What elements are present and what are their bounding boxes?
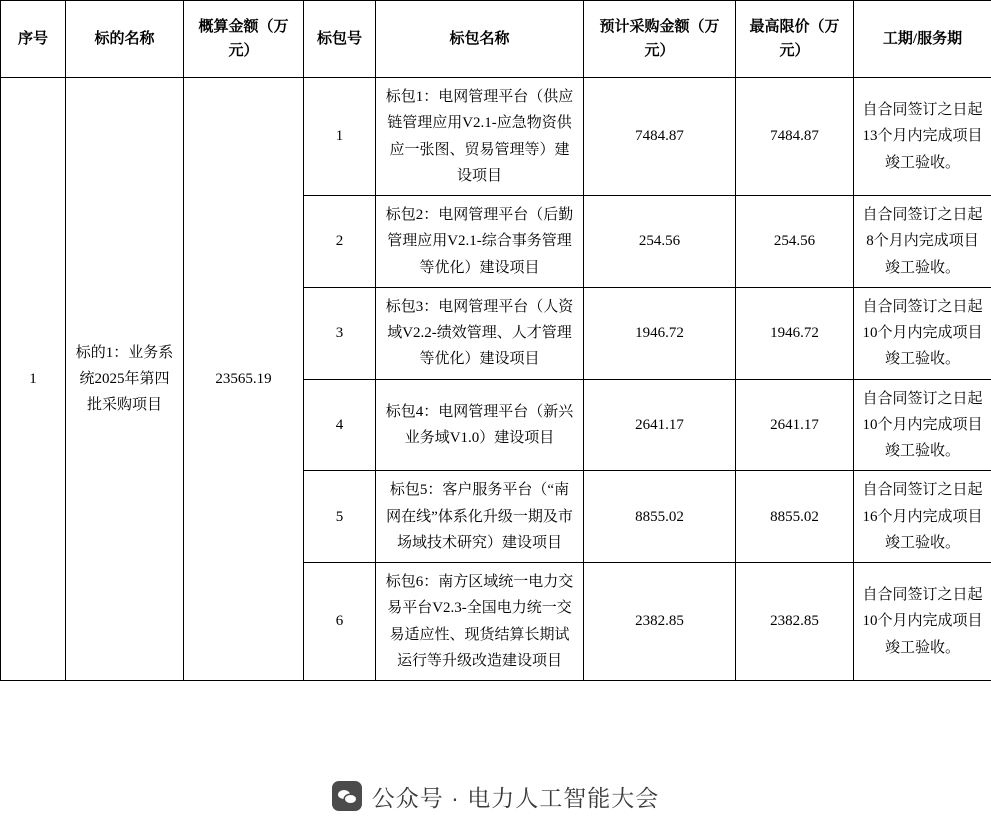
cell-max-price: 2382.85 bbox=[736, 563, 854, 681]
cell-lot-no: 3 bbox=[304, 287, 376, 379]
cell-lot-no: 2 bbox=[304, 196, 376, 288]
column-header-period: 工期/服务期 bbox=[854, 1, 991, 78]
cell-lot-no: 5 bbox=[304, 471, 376, 563]
cell-estimated-amount: 8855.02 bbox=[584, 471, 736, 563]
cell-estimated-amount: 2641.17 bbox=[584, 379, 736, 471]
cell-max-price: 1946.72 bbox=[736, 287, 854, 379]
cell-lot-name: 标包6：南方区域统一电力交易平台V2.3-全国电力统一交易适应性、现货结算长期试运行等升级改造建设项目 bbox=[376, 563, 584, 681]
cell-lot-name: 标包2：电网管理平台（后勤管理应用V2.1-综合事务管理等优化）建设项目 bbox=[376, 196, 584, 288]
cell-estimated-amount: 2382.85 bbox=[584, 563, 736, 681]
cell-max-price: 7484.87 bbox=[736, 78, 854, 196]
wechat-icon bbox=[332, 781, 362, 811]
cell-max-price: 254.56 bbox=[736, 196, 854, 288]
cell-period: 自合同签订之日起8个月内完成项目竣工验收。 bbox=[854, 196, 991, 288]
table-header bbox=[1, 1, 991, 78]
cell-estimated-amount: 1946.72 bbox=[584, 287, 736, 379]
cell-period: 自合同签订之日起10个月内完成项目竣工验收。 bbox=[854, 563, 991, 681]
cell-lot-name: 标包4：电网管理平台（新兴业务域V1.0）建设项目 bbox=[376, 379, 584, 471]
cell-seq: 1 bbox=[1, 78, 66, 681]
cell-lot-no: 1 bbox=[304, 78, 376, 196]
table-row bbox=[1, 78, 991, 196]
column-header-seq: 序号 bbox=[1, 1, 66, 78]
cell-estimated-amount: 254.56 bbox=[584, 196, 736, 288]
cell-lot-name: 标包3：电网管理平台（人资域V2.2-绩效管理、人才管理等优化）建设项目 bbox=[376, 287, 584, 379]
cell-period: 自合同签订之日起16个月内完成项目竣工验收。 bbox=[854, 471, 991, 563]
cell-lot-no: 6 bbox=[304, 563, 376, 681]
cell-lot-no: 4 bbox=[304, 379, 376, 471]
column-header-budget-amount: 概算金额（万元） bbox=[184, 1, 304, 78]
cell-budget-amount: 23565.19 bbox=[184, 78, 304, 681]
cell-estimated-amount: 7484.87 bbox=[584, 78, 736, 196]
cell-lot-name: 标包1：电网管理平台（供应链管理应用V2.1-应急物资供应一张图、贸易管理等）建设项目 bbox=[376, 78, 584, 196]
cell-subject-name: 标的1：业务系统2025年第四批采购项目 bbox=[66, 78, 184, 681]
table-header-row bbox=[1, 1, 991, 78]
cell-lot-name: 标包5：客户服务平台（“南网在线”体系化升级一期及市场域技术研究）建设项目 bbox=[376, 471, 584, 563]
cell-max-price: 2641.17 bbox=[736, 379, 854, 471]
column-header-max-price: 最高限价（万元） bbox=[736, 1, 854, 78]
cell-max-price: 8855.02 bbox=[736, 471, 854, 563]
column-header-subject-name: 标的名称 bbox=[66, 1, 184, 78]
column-header-lot-no: 标包号 bbox=[304, 1, 376, 78]
cell-period: 自合同签订之日起13个月内完成项目竣工验收。 bbox=[854, 78, 991, 196]
watermark bbox=[0, 767, 991, 825]
column-header-lot-name: 标包名称 bbox=[376, 1, 584, 78]
watermark-text: 公众号 · 电力人工智能大会 bbox=[371, 784, 660, 811]
cell-period: 自合同签订之日起10个月内完成项目竣工验收。 bbox=[854, 379, 991, 471]
table-body bbox=[1, 78, 991, 681]
column-header-estimated-amount: 预计采购金额（万元） bbox=[584, 1, 736, 78]
cell-period: 自合同签订之日起10个月内完成项目竣工验收。 bbox=[854, 287, 991, 379]
